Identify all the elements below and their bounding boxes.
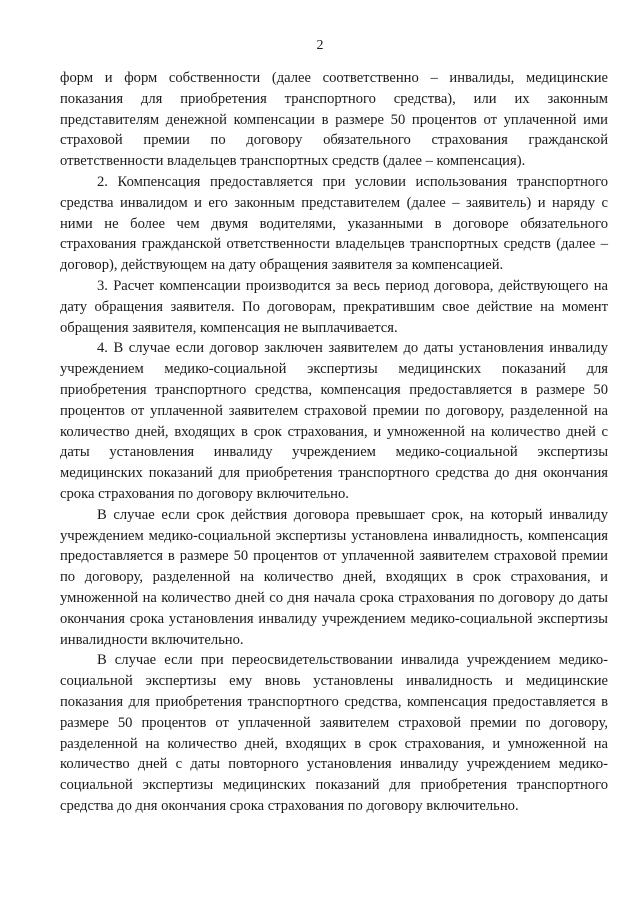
document-body: [60, 68, 608, 817]
paragraph-clause-4-case-reexamination: В случае если при переосвидетельствовании инвалида учреждением медико-социальной экспертизы ему вновь установлены инвалидность и медицинские показания для приобретения транспортного средства, компенсация предоставляется в размере 50 процентов от уплаченной заявителем страховой премии по договору, разделенной на количество дней, входящих в срок страхования, и умноженной на количество дней с даты повторного установления инвалиду учреждением медико-социальной экспертизы медицинских показаний для приобретения транспортного средства до дня окончания срока страхования по договору включительно.: [60, 652, 608, 814]
paragraph-clause-4-case-expiry: В случае если срок действия договора превышает срок, на который инвалиду учреждением медико-социальной экспертизы установлена инвалидность, компенсация предоставляется в размере 50 процентов от уплаченной заявителем страховой премии по договору, разделенной на количество дней, входящих в срок страхования, и умноженной на количество дней со дня начала срока страхования по договору до даты окончания срока установления инвалиду учреждением медико-социальной экспертизы инвалидности включительно.: [60, 506, 608, 648]
page-number: 2: [316, 38, 324, 53]
paragraph-clause-4: 4. В случае если договор заключен заявителем до даты установления инвалиду учреждением медико-социальной экспертизы медицинских показаний для приобретения транспортного средства, компенсация предоставляется в размере 50 процентов от уплаченной заявителем страховой премии по договору, разделенной на количество дней, входящих в срок страхования, и умноженной на количество дней с даты установления инвалиду учреждением медико-социальной экспертизы медицинских показаний для приобретения транспортного средства до дня окончания срока страхования по договору включительно.: [60, 340, 608, 502]
paragraph-clause-2: 2. Компенсация предоставляется при условии использования транспортного средства инвалидом и его законным представителем (далее – заявитель) и наряду с ними не более чем двумя водителями, указанными в договоре обязательного страхования гражданской ответственности владельцев транспортных средств (далее – договор), действующем на дату обращения заявителя за компенсацией.: [60, 173, 608, 274]
paragraph-clause-3: 3. Расчет компенсации производится за весь период договора, действующего на дату обращения заявителя. По договорам, прекратившим свое действие на момент обращения заявителя, компенсация не выплачивается.: [60, 277, 608, 336]
paragraph-continuation: форм и форм собственности (далее соответственно – инвалиды, медицинские показания для приобретения транспортного средства), или их законным представителям денежной компенсации в размере 50 процентов от уплаченной ими страховой премии по договору обязательного страхования гражданской ответственности владельцев транспортных средств (далее – компенсация).: [60, 70, 608, 170]
